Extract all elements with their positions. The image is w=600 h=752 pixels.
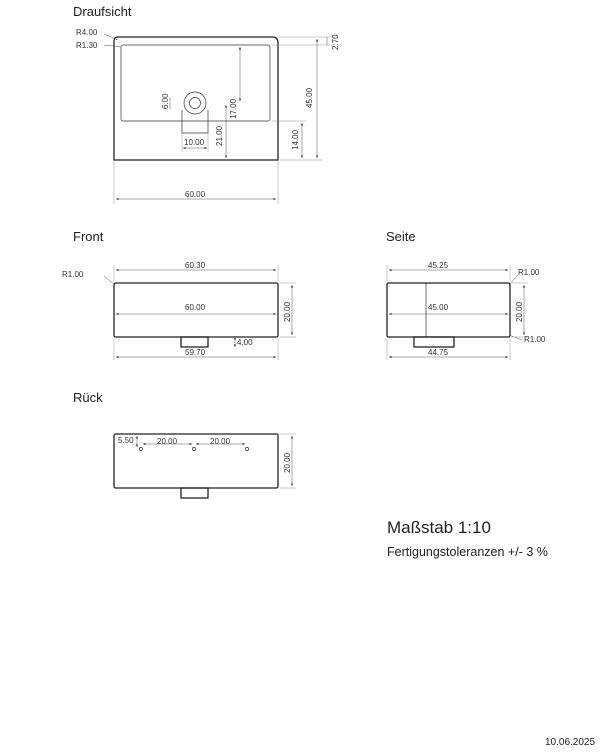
date-label: 10.06.2025 xyxy=(545,737,596,748)
back-dim-spacing-2: 20.00 xyxy=(210,437,231,446)
top-view-title: Draufsicht xyxy=(73,4,132,19)
front-radius: R1.00 xyxy=(62,270,84,279)
top-dim-wall: 2.70 xyxy=(331,34,340,50)
back-view-title: Rück xyxy=(73,390,103,405)
front-radius-leader xyxy=(104,276,115,285)
top-dim-hole-front: 21.00 xyxy=(215,125,224,146)
top-view-drain-hole-outer xyxy=(184,92,206,114)
side-dim-bottom-depth: 44.75 xyxy=(428,348,449,357)
top-dim-slot: 10.00 xyxy=(184,138,205,147)
front-view-title: Front xyxy=(73,229,104,244)
back-dim-hole-offset: 5.50 xyxy=(118,436,134,445)
top-dim-width: 60.00 xyxy=(185,190,206,199)
front-view xyxy=(62,229,296,360)
front-dim-bottom-width: 59.70 xyxy=(185,348,206,357)
front-dim-drain: 4.00 xyxy=(237,338,253,347)
top-radius-inner-leader xyxy=(104,45,121,47)
front-dim-mid-width: 60.00 xyxy=(185,303,206,312)
front-view-drain xyxy=(181,337,208,347)
side-radius-top-leader xyxy=(509,275,518,285)
side-view-drain xyxy=(414,337,454,347)
side-dim-height: 20.00 xyxy=(515,301,524,322)
back-view xyxy=(73,390,296,498)
side-radius-top: R1.00 xyxy=(518,268,540,277)
top-view-drain-slot xyxy=(182,110,208,133)
top-dim-depth: 45.00 xyxy=(305,87,314,108)
top-dim-hole: 6.00 xyxy=(161,93,170,109)
top-dim-hole-back: 17.00 xyxy=(229,98,238,119)
top-radius-inner: R1.30 xyxy=(76,41,98,50)
top-radius-outer: R4.00 xyxy=(76,28,98,37)
top-dim-deck: 14.00 xyxy=(291,129,300,150)
back-view-drain xyxy=(181,488,208,498)
tolerance-label: Fertigungstoleranzen +/- 3 % xyxy=(387,545,548,559)
side-view-outline xyxy=(387,283,510,337)
back-dim-spacing-1: 20.00 xyxy=(157,437,178,446)
back-hole-2 xyxy=(192,447,195,450)
scale-label: Maßstab 1:10 xyxy=(387,518,491,537)
back-hole-3 xyxy=(245,447,248,450)
side-dim-mid-depth: 45.00 xyxy=(428,303,449,312)
top-view-drain-hole-inner xyxy=(190,98,201,109)
front-dim-top-width: 60.30 xyxy=(185,261,206,270)
side-view xyxy=(386,229,546,360)
back-hole-1 xyxy=(139,447,142,450)
top-view-inner-bowl xyxy=(121,45,270,121)
side-dim-top-depth: 45.25 xyxy=(428,261,449,270)
side-radius-bottom: R1.00 xyxy=(524,335,546,344)
side-view-title: Seite xyxy=(386,229,416,244)
top-view xyxy=(73,4,340,204)
back-view-outline xyxy=(114,434,278,488)
back-dim-height: 20.00 xyxy=(283,452,292,473)
side-radius-bottom-leader xyxy=(509,335,522,340)
front-dim-height: 20.00 xyxy=(283,301,292,322)
